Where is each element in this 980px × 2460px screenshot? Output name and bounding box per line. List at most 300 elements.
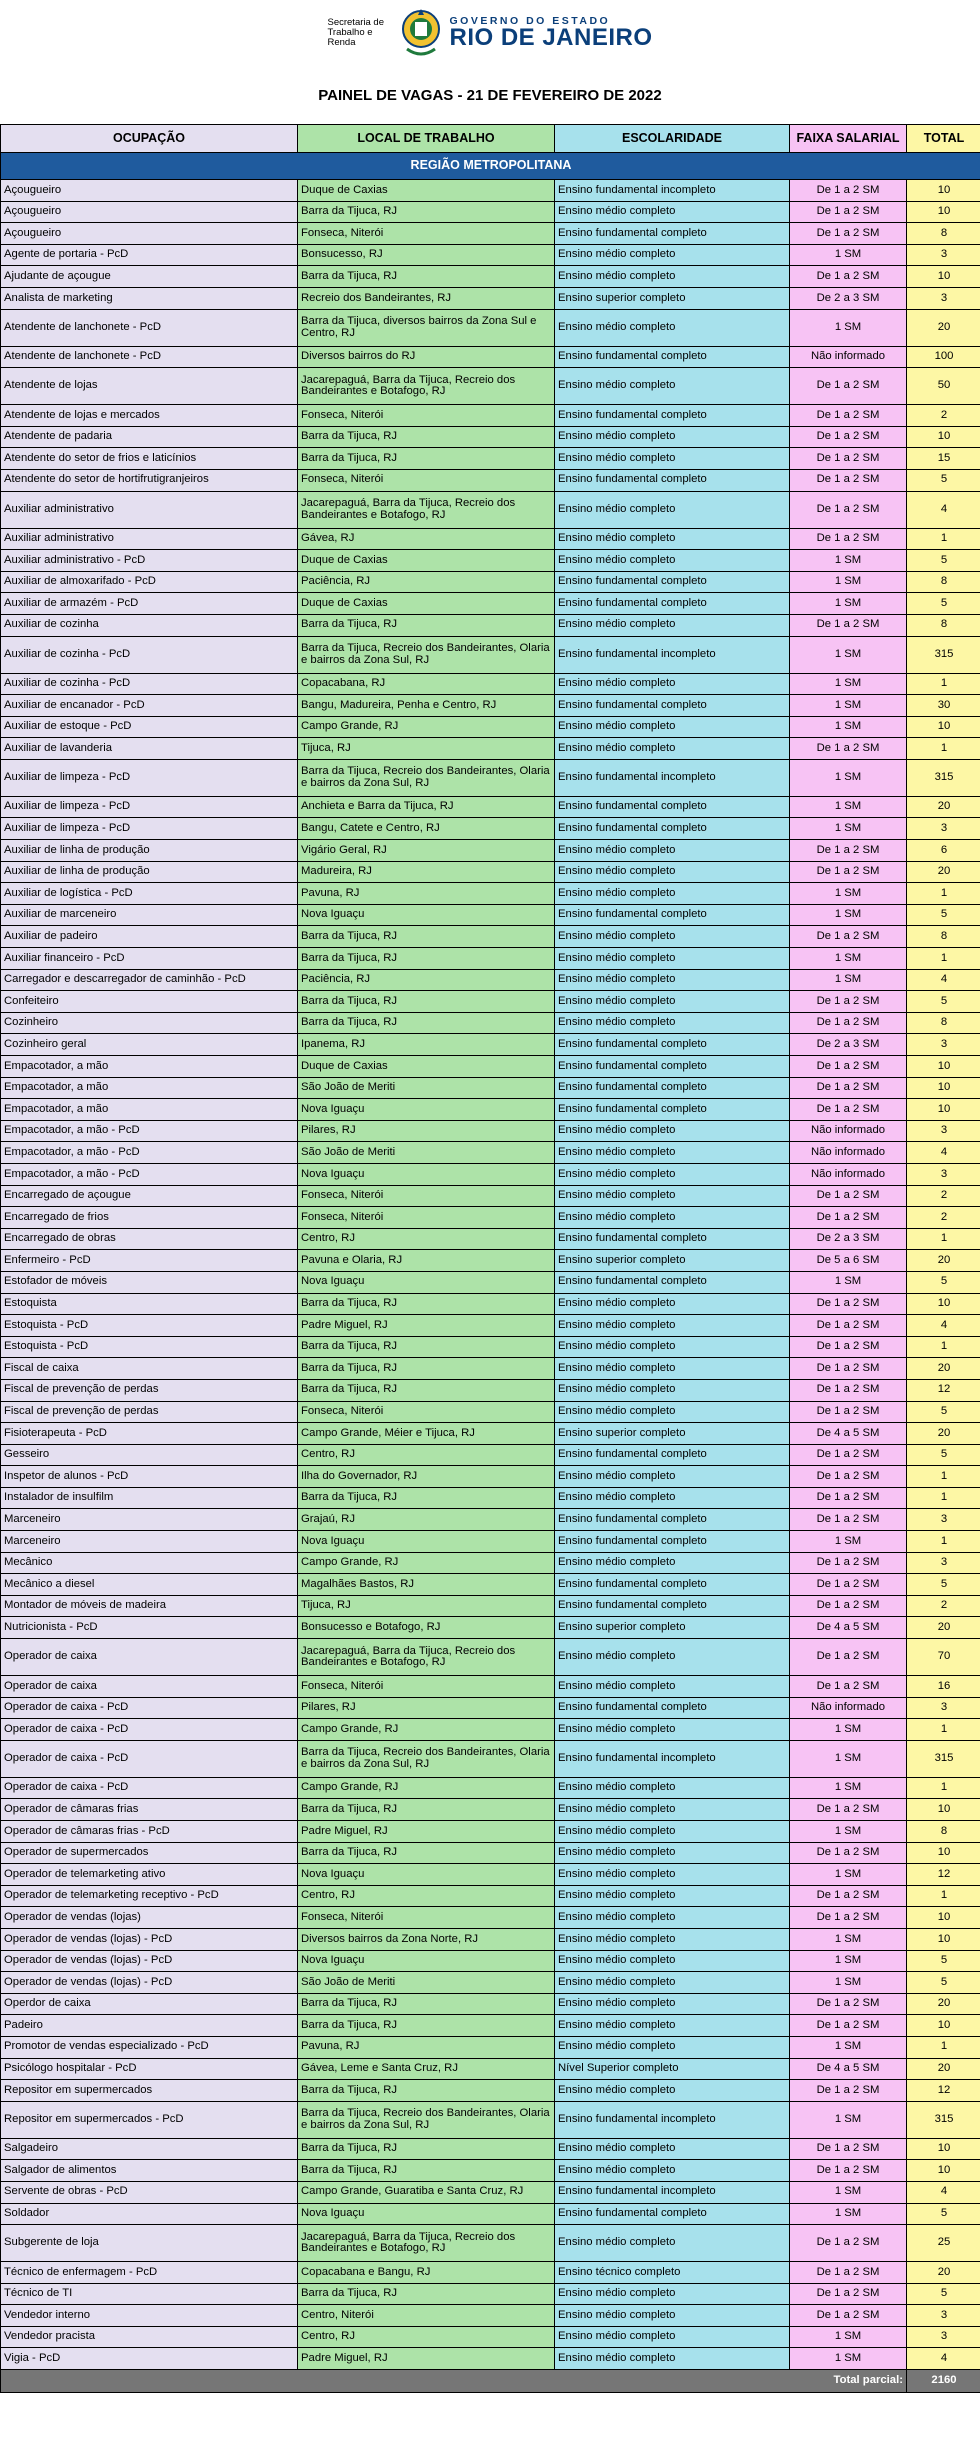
location-cell: Gávea, RJ [298,528,555,550]
salary-cell: 1 SM [790,759,907,796]
salary-cell: De 1 a 2 SM [790,368,907,405]
salary-cell: 1 SM [790,948,907,970]
table-header-row [1,125,980,153]
occupation-cell: Vendedor pracista [1,2326,298,2348]
occupation-cell: Vigia - PcD [1,2348,298,2370]
total-cell: 10 [907,1907,980,1929]
location-cell: Nova Iguaçu [298,1271,555,1293]
table-row [1,2225,980,2262]
salary-cell: 1 SM [790,796,907,818]
education-cell: Ensino médio completo [555,528,790,550]
salary-cell: 1 SM [790,2036,907,2058]
location-cell: Duque de Caxias [298,593,555,615]
table-row [1,309,980,346]
education-cell: Ensino fundamental completo [555,904,790,926]
table-row [1,1821,980,1843]
education-cell: Ensino médio completo [555,840,790,862]
total-cell: 20 [907,796,980,818]
table-row [1,1120,980,1142]
education-cell: Ensino fundamental completo [555,1531,790,1553]
table-row [1,2015,980,2037]
education-cell: Ensino médio completo [555,614,790,636]
table-row [1,1950,980,1972]
salary-cell: 1 SM [790,1864,907,1886]
salary-cell: De 1 a 2 SM [790,223,907,245]
table-row [1,861,980,883]
salary-cell: 1 SM [790,550,907,572]
total-cell: 10 [907,201,980,223]
education-cell: Ensino médio completo [555,1864,790,1886]
location-cell: Magalhães Bastos, RJ [298,1574,555,1596]
location-cell: Paciência, RJ [298,571,555,593]
location-cell: São João de Meriti [298,1972,555,1994]
table-row [1,1099,980,1121]
table-row [1,287,980,309]
total-cell: 6 [907,840,980,862]
table-row [1,1617,980,1639]
location-cell: Barra da Tijuca, RJ [298,1336,555,1358]
state-crest-icon [399,7,443,59]
occupation-cell: Operador de supermercados [1,1842,298,1864]
total-cell: 30 [907,695,980,717]
location-cell: Barra da Tijuca, Recreio dos Bandeirantes, Olaria e bairros da Zona Sul, RJ [298,1740,555,1777]
education-cell: Ensino fundamental completo [555,1444,790,1466]
occupation-cell: Repositor em supermercados - PcD [1,2101,298,2138]
total-cell: 5 [907,2283,980,2305]
total-cell: 10 [907,426,980,448]
table-row [1,1842,980,1864]
salary-cell: De 1 a 2 SM [790,1676,907,1698]
salary-cell: De 1 a 2 SM [790,1444,907,1466]
occupation-cell: Auxiliar de almoxarifado - PcD [1,571,298,593]
total-cell: 1 [907,2036,980,2058]
table-row [1,1056,980,1078]
education-cell: Ensino fundamental incompleto [555,2181,790,2203]
total-cell: 1 [907,1719,980,1741]
total-cell: 3 [907,287,980,309]
occupation-cell: Estofador de móveis [1,1271,298,1293]
total-cell: 8 [907,926,980,948]
total-cell: 20 [907,309,980,346]
salary-cell: 1 SM [790,1972,907,1994]
occupation-cell: Auxiliar de logística - PcD [1,883,298,905]
education-cell: Ensino fundamental incompleto [555,759,790,796]
salary-cell: 1 SM [790,2326,907,2348]
total-cell: 10 [907,1928,980,1950]
salary-cell: 1 SM [790,593,907,615]
table-row [1,426,980,448]
education-cell: Ensino fundamental incompleto [555,180,790,202]
education-cell: Ensino fundamental completo [555,405,790,427]
salary-cell: 1 SM [790,904,907,926]
salary-cell: 1 SM [790,1719,907,1741]
vacancies-table [0,124,980,2393]
total-cell: 20 [907,861,980,883]
total-cell: 10 [907,266,980,288]
location-cell: Fonseca, Niterói [298,1907,555,1929]
total-cell: 4 [907,491,980,528]
occupation-cell: Psicólogo hospitalar - PcD [1,2058,298,2080]
total-cell: 5 [907,904,980,926]
education-cell: Ensino médio completo [555,491,790,528]
education-cell: Ensino médio completo [555,2138,790,2160]
salary-cell: 1 SM [790,1950,907,1972]
education-cell: Nível Superior completo [555,2058,790,2080]
salary-cell: De 1 a 2 SM [790,926,907,948]
education-cell: Ensino médio completo [555,1676,790,1698]
table-row [1,1928,980,1950]
total-cell: 16 [907,1676,980,1698]
education-cell: Ensino médio completo [555,2160,790,2182]
total-cell: 100 [907,346,980,368]
total-cell: 2 [907,1595,980,1617]
column-header-total: TOTAL [907,125,980,153]
location-cell: Barra da Tijuca, RJ [298,448,555,470]
education-cell: Ensino médio completo [555,1719,790,1741]
education-cell: Ensino médio completo [555,1950,790,1972]
salary-cell: De 1 a 2 SM [790,448,907,470]
salary-cell: De 1 a 2 SM [790,1574,907,1596]
salary-cell: De 1 a 2 SM [790,1379,907,1401]
location-cell: Barra da Tijuca, RJ [298,948,555,970]
total-cell: 12 [907,1379,980,1401]
total-cell: 3 [907,1120,980,1142]
table-row [1,2283,980,2305]
salary-cell: 1 SM [790,2101,907,2138]
total-cell: 10 [907,1099,980,1121]
table-row [1,1423,980,1445]
occupation-cell: Fiscal de caixa [1,1358,298,1380]
location-cell: Campo Grande, Méier e Tijuca, RJ [298,1423,555,1445]
education-cell: Ensino médio completo [555,1821,790,1843]
total-value: 2160 [907,2370,980,2393]
salary-cell: De 1 a 2 SM [790,991,907,1013]
salary-cell: De 1 a 2 SM [790,1639,907,1676]
occupation-cell: Auxiliar de linha de produção [1,840,298,862]
location-cell: Recreio dos Bandeirantes, RJ [298,287,555,309]
table-row [1,738,980,760]
total-cell: 10 [907,180,980,202]
location-cell: Jacarepaguá, Barra da Tijuca, Recreio dos Bandeirantes e Botafogo, RJ [298,1639,555,1676]
table-row [1,1358,980,1380]
table-row [1,405,980,427]
table-row [1,1185,980,1207]
occupation-cell: Montador de móveis de madeira [1,1595,298,1617]
table-row [1,2058,980,2080]
total-cell: 10 [907,1842,980,1864]
education-cell: Ensino fundamental completo [555,1228,790,1250]
location-cell: Fonseca, Niterói [298,223,555,245]
total-cell: 50 [907,368,980,405]
education-cell: Ensino fundamental incompleto [555,636,790,673]
total-cell: 1 [907,1531,980,1553]
salary-cell: De 1 a 2 SM [790,1401,907,1423]
total-cell: 1 [907,1885,980,1907]
salary-cell: De 1 a 2 SM [790,1315,907,1337]
salary-cell: 1 SM [790,716,907,738]
education-cell: Ensino fundamental completo [555,1595,790,1617]
occupation-cell: Mecânico a diesel [1,1574,298,1596]
education-cell: Ensino médio completo [555,1928,790,1950]
location-cell: Duque de Caxias [298,180,555,202]
location-cell: Pavuna e Olaria, RJ [298,1250,555,1272]
education-cell: Ensino fundamental completo [555,818,790,840]
occupation-cell: Padeiro [1,2015,298,2037]
location-cell: Jacarepaguá, Barra da Tijuca, Recreio dos Bandeirantes e Botafogo, RJ [298,491,555,528]
education-cell: Ensino médio completo [555,201,790,223]
occupation-cell: Operador de caixa - PcD [1,1719,298,1741]
table-row [1,368,980,405]
location-cell: Centro, RJ [298,1444,555,1466]
salary-cell: De 1 a 2 SM [790,426,907,448]
education-cell: Ensino médio completo [555,550,790,572]
location-cell: Barra da Tijuca, RJ [298,2283,555,2305]
location-cell: Fonseca, Niterói [298,1207,555,1229]
total-cell: 1 [907,1466,980,1488]
table-row [1,1509,980,1531]
location-cell: Duque de Caxias [298,1056,555,1078]
occupation-cell: Promotor de vendas especializado - PcD [1,2036,298,2058]
occupation-cell: Operador de câmaras frias - PcD [1,1821,298,1843]
table-row [1,1799,980,1821]
occupation-cell: Soldador [1,2203,298,2225]
total-cell: 2 [907,1207,980,1229]
location-cell: Barra da Tijuca, Recreio dos Bandeirantes, Olaria e bairros da Zona Sul, RJ [298,2101,555,2138]
total-cell: 2 [907,405,980,427]
region-row [1,153,980,180]
table-row [1,1207,980,1229]
occupation-cell: Operador de caixa [1,1639,298,1676]
table-row [1,2203,980,2225]
total-cell: 8 [907,223,980,245]
location-cell: Pavuna, RJ [298,2036,555,2058]
occupation-cell: Açougueiro [1,180,298,202]
total-cell: 3 [907,2326,980,2348]
education-cell: Ensino médio completo [555,368,790,405]
occupation-cell: Atendente do setor de hortifrutigranjeiros [1,469,298,491]
education-cell: Ensino médio completo [555,2015,790,2037]
total-cell: 20 [907,1423,980,1445]
salary-cell: De 1 a 2 SM [790,1993,907,2015]
education-cell: Ensino médio completo [555,1379,790,1401]
location-cell: Centro, RJ [298,1228,555,1250]
location-cell: São João de Meriti [298,1142,555,1164]
table-row [1,244,980,266]
total-cell: 3 [907,1509,980,1531]
total-cell: 4 [907,2348,980,2370]
total-cell: 1 [907,1777,980,1799]
table-row [1,1531,980,1553]
total-cell: 315 [907,636,980,673]
occupation-cell: Subgerente de loja [1,2225,298,2262]
salary-cell: De 4 a 5 SM [790,1423,907,1445]
salary-cell: De 1 a 2 SM [790,1056,907,1078]
location-cell: Nova Iguaçu [298,1163,555,1185]
occupation-cell: Auxiliar de limpeza - PcD [1,759,298,796]
location-cell: Gávea, Leme e Santa Cruz, RJ [298,2058,555,2080]
occupation-cell: Empacotador, a mão [1,1099,298,1121]
education-cell: Ensino médio completo [555,861,790,883]
salary-cell: 1 SM [790,1928,907,1950]
occupation-cell: Estoquista - PcD [1,1315,298,1337]
occupation-cell: Atendente de padaria [1,426,298,448]
total-cell: 1 [907,1336,980,1358]
salary-cell: De 1 a 2 SM [790,1487,907,1509]
total-cell: 3 [907,1163,980,1185]
salary-cell: De 1 a 2 SM [790,738,907,760]
location-cell: Barra da Tijuca, RJ [298,2015,555,2037]
location-cell: Barra da Tijuca, RJ [298,1379,555,1401]
table-row [1,593,980,615]
table-row [1,528,980,550]
total-cell: 20 [907,2262,980,2284]
salary-cell: De 1 a 2 SM [790,1358,907,1380]
region-label: REGIÃO METROPOLITANA [1,153,980,180]
education-cell: Ensino médio completo [555,1907,790,1929]
location-cell: Pilares, RJ [298,1697,555,1719]
occupation-cell: Marceneiro [1,1531,298,1553]
occupation-cell: Instalador de insulfilm [1,1487,298,1509]
location-cell: Tijuca, RJ [298,738,555,760]
table-row [1,1595,980,1617]
total-cell: 3 [907,244,980,266]
occupation-cell: Cozinheiro geral [1,1034,298,1056]
location-cell: Madureira, RJ [298,861,555,883]
location-cell: Nova Iguaçu [298,2203,555,2225]
location-cell: Campo Grande, RJ [298,1552,555,1574]
salary-cell: 1 SM [790,818,907,840]
salary-cell: De 1 a 2 SM [790,1077,907,1099]
salary-cell: Não informado [790,1142,907,1164]
location-cell: Copacabana, RJ [298,673,555,695]
salary-cell: 1 SM [790,2203,907,2225]
education-cell: Ensino fundamental completo [555,571,790,593]
location-cell: Diversos bairros do RJ [298,346,555,368]
education-cell: Ensino médio completo [555,716,790,738]
education-cell: Ensino superior completo [555,287,790,309]
location-cell: Barra da Tijuca, RJ [298,1293,555,1315]
occupation-cell: Salgador de alimentos [1,2160,298,2182]
location-cell: Barra da Tijuca, RJ [298,2138,555,2160]
education-cell: Ensino fundamental completo [555,223,790,245]
occupation-cell: Auxiliar de marceneiro [1,904,298,926]
table-row [1,491,980,528]
table-row [1,1719,980,1741]
salary-cell: 1 SM [790,969,907,991]
education-cell: Ensino médio completo [555,673,790,695]
education-cell: Ensino médio completo [555,1120,790,1142]
occupation-cell: Auxiliar de limpeza - PcD [1,796,298,818]
location-cell: Pilares, RJ [298,1120,555,1142]
column-header-education: ESCOLARIDADE [555,125,790,153]
table-row [1,2181,980,2203]
education-cell: Ensino superior completo [555,1617,790,1639]
education-cell: Ensino médio completo [555,1336,790,1358]
location-cell: Paciência, RJ [298,969,555,991]
education-cell: Ensino médio completo [555,266,790,288]
table-row [1,1444,980,1466]
salary-cell: De 1 a 2 SM [790,2138,907,2160]
occupation-cell: Nutricionista - PcD [1,1617,298,1639]
salary-cell: 1 SM [790,673,907,695]
education-cell: Ensino médio completo [555,1185,790,1207]
occupation-cell: Operador de caixa - PcD [1,1740,298,1777]
education-cell: Ensino médio completo [555,991,790,1013]
location-cell: Fonseca, Niterói [298,405,555,427]
salary-cell: 1 SM [790,636,907,673]
salary-cell: De 4 a 5 SM [790,1617,907,1639]
total-cell: 2 [907,1185,980,1207]
occupation-cell: Operador de caixa - PcD [1,1777,298,1799]
table-row [1,614,980,636]
table-row [1,1487,980,1509]
education-cell: Ensino médio completo [555,426,790,448]
education-cell: Ensino fundamental completo [555,796,790,818]
occupation-cell: Operdor de caixa [1,1993,298,2015]
salary-cell: De 4 a 5 SM [790,2058,907,2080]
salary-cell: De 1 a 2 SM [790,528,907,550]
location-cell: Nova Iguaçu [298,1531,555,1553]
education-cell: Ensino técnico completo [555,2262,790,2284]
education-cell: Ensino médio completo [555,1401,790,1423]
total-cell: 315 [907,759,980,796]
education-cell: Ensino fundamental completo [555,1034,790,1056]
table-row [1,1777,980,1799]
salary-cell: De 1 a 2 SM [790,1099,907,1121]
location-cell: Barra da Tijuca, RJ [298,266,555,288]
total-cell: 315 [907,1740,980,1777]
table-row [1,818,980,840]
education-cell: Ensino fundamental completo [555,1099,790,1121]
education-cell: Ensino médio completo [555,883,790,905]
total-row [1,2370,980,2393]
education-cell: Ensino fundamental completo [555,1697,790,1719]
total-cell: 8 [907,614,980,636]
occupation-cell: Atendente de lanchonete - PcD [1,346,298,368]
occupation-cell: Operador de câmaras frias [1,1799,298,1821]
salary-cell: De 2 a 3 SM [790,1034,907,1056]
education-cell: Ensino fundamental completo [555,346,790,368]
occupation-cell: Operador de vendas (lojas) - PcD [1,1928,298,1950]
salary-cell: 1 SM [790,1777,907,1799]
occupation-cell: Marceneiro [1,1509,298,1531]
education-cell: Ensino superior completo [555,1423,790,1445]
occupation-cell: Confeiteiro [1,991,298,1013]
salary-cell: 1 SM [790,1531,907,1553]
government-logo [399,7,652,59]
education-cell: Ensino médio completo [555,1466,790,1488]
occupation-cell: Gesseiro [1,1444,298,1466]
table-row [1,1012,980,1034]
occupation-cell: Atendente de lojas e mercados [1,405,298,427]
salary-cell: 1 SM [790,309,907,346]
occupation-cell: Auxiliar de lavanderia [1,738,298,760]
column-header-occupation: OCUPAÇÃO [1,125,298,153]
occupation-cell: Empacotador, a mão [1,1077,298,1099]
education-cell: Ensino fundamental completo [555,1056,790,1078]
salary-cell: De 1 a 2 SM [790,1885,907,1907]
salary-cell: De 1 a 2 SM [790,2225,907,2262]
location-cell: Barra da Tijuca, RJ [298,1993,555,2015]
occupation-cell: Agente de portaria - PcD [1,244,298,266]
education-cell: Ensino fundamental completo [555,695,790,717]
location-cell: Nova Iguaçu [298,1950,555,1972]
table-row [1,2305,980,2327]
education-cell: Ensino médio completo [555,1315,790,1337]
occupation-cell: Técnico de TI [1,2283,298,2305]
total-cell: 5 [907,469,980,491]
occupation-cell: Auxiliar de armazém - PcD [1,593,298,615]
